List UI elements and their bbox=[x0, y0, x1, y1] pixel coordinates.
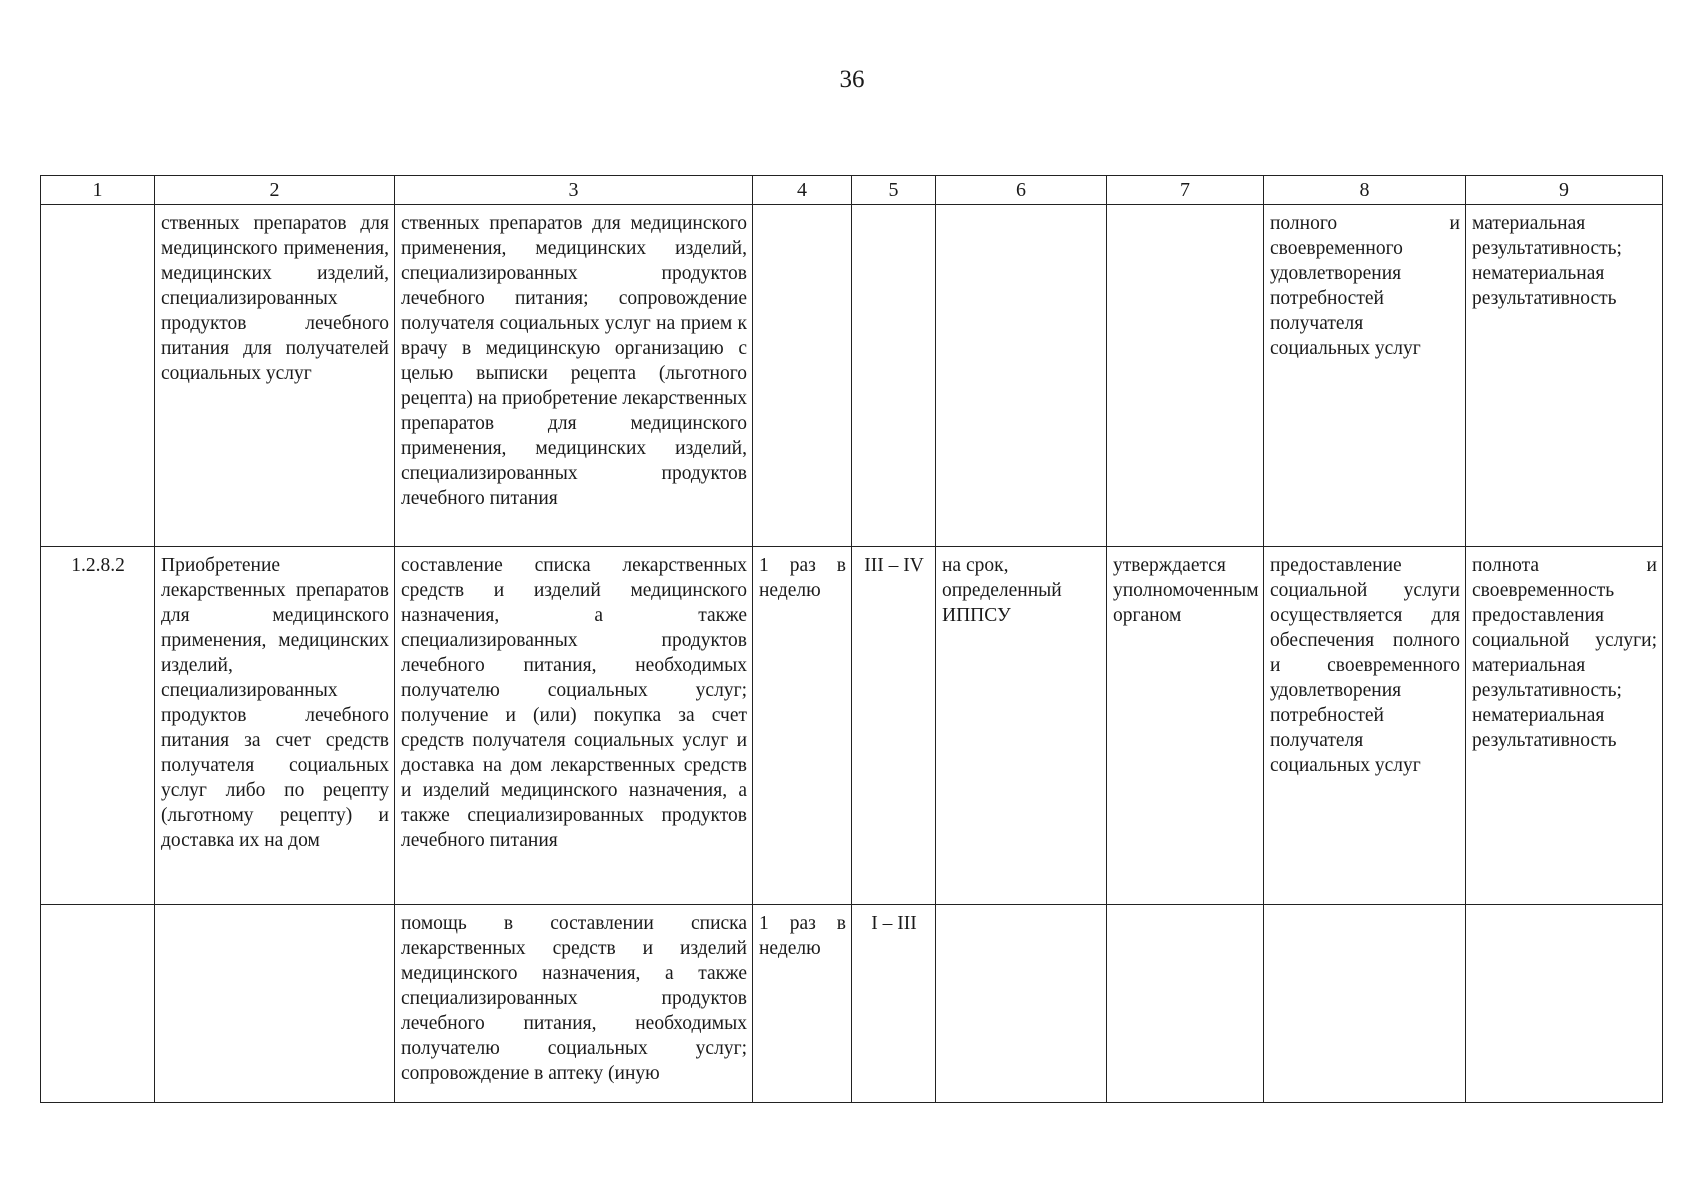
column-number-row bbox=[41, 176, 1663, 205]
term-cell-continued bbox=[936, 905, 1107, 1103]
column-number: 5 bbox=[852, 176, 936, 205]
groups-cell: III – IV bbox=[852, 547, 936, 905]
services-table bbox=[40, 175, 1663, 1103]
service-code: 1.2.8.2 bbox=[41, 547, 155, 905]
evaluation-cell: полнота и своевременность предоставления социальной услуги; материальная результативность; нематериальная результативность bbox=[1466, 547, 1663, 905]
service-content-cell: составление списка лекарственных средств и изделий медицинского назначения, а также специализированных продуктов лечебного питания, необходимых получателю социальных услуг; получение и (или) покупка за счет средств получателя социальных услуг и доставка на дом лекарственных средств и изделий медицинского назначения, а также специализированных продуктов лечебного питания bbox=[395, 547, 753, 905]
service-name-cell-continued bbox=[155, 905, 395, 1103]
cost-cell-continued bbox=[1107, 905, 1264, 1103]
page-number: 36 bbox=[839, 66, 865, 93]
service-name-cell: ственных препаратов для медицинского применения, медицинских изделий, специализированных продуктов лечебного питания для получателей социальных услуг bbox=[155, 205, 395, 547]
volume-cell bbox=[753, 205, 852, 547]
column-number: 1 bbox=[41, 176, 155, 205]
column-number: 6 bbox=[936, 176, 1107, 205]
column-number: 2 bbox=[155, 176, 395, 205]
conditions-cell: предоставление социальной услуги осуществляется для обеспечения полного и своевременного удовлетворения потребностей получателя социальных услуг bbox=[1264, 547, 1466, 905]
conditions-cell-continued bbox=[1264, 905, 1466, 1103]
column-number: 7 bbox=[1107, 176, 1264, 205]
service-row-1-2-8-2 bbox=[41, 547, 1663, 905]
volume-cell: 1 раз в неделю bbox=[753, 905, 852, 1103]
volume-cell: 1 раз в неделю bbox=[753, 547, 852, 905]
cost-cell: утверждается уполномоченным органом bbox=[1107, 547, 1264, 905]
evaluation-cell: материальная результативность; нематериальная результативность bbox=[1466, 205, 1663, 547]
code-cell bbox=[41, 905, 155, 1103]
service-row-1-2-8-2-part-2 bbox=[41, 905, 1663, 1103]
groups-cell bbox=[852, 205, 936, 547]
evaluation-cell-continued bbox=[1466, 905, 1663, 1103]
service-content-cell: ственных препаратов для медицинского применения, медицинских изделий, специализированных продуктов лечебного питания; сопровождение получателя социальных услуг на прием к врачу в медицинскую организацию с целью выписки рецепта (льготного рецепта) на приобретение лекарственных препаратов для медицинского применения, медицинских изделий, специализированных продуктов лечебного питания bbox=[395, 205, 753, 547]
service-name-cell: Приобретение лекарственных препаратов для медицинского применения, медицинских изделий, специализированных продуктов лечебного питания за счет средств получателя социальных услуг либо по рецепту (льготному рецепту) и доставка их на дом bbox=[155, 547, 395, 905]
column-number: 4 bbox=[753, 176, 852, 205]
cost-cell bbox=[1107, 205, 1264, 547]
column-number: 9 bbox=[1466, 176, 1663, 205]
code-cell bbox=[41, 205, 155, 547]
conditions-cell: полного и своевременного удовлетворения потребностей получателя социальных услуг bbox=[1264, 205, 1466, 547]
continuation-row bbox=[41, 205, 1663, 547]
term-cell: на срок, определенный ИППСУ bbox=[936, 547, 1107, 905]
column-number: 3 bbox=[395, 176, 753, 205]
term-cell bbox=[936, 205, 1107, 547]
column-number: 8 bbox=[1264, 176, 1466, 205]
service-content-cell: помощь в составлении списка лекарственных средств и изделий медицинского назначения, а также специализированных продуктов лечебного питания, необходимых получателю социальных услуг; сопровождение в аптеку (иную bbox=[395, 905, 753, 1103]
groups-cell: I – III bbox=[852, 905, 936, 1103]
